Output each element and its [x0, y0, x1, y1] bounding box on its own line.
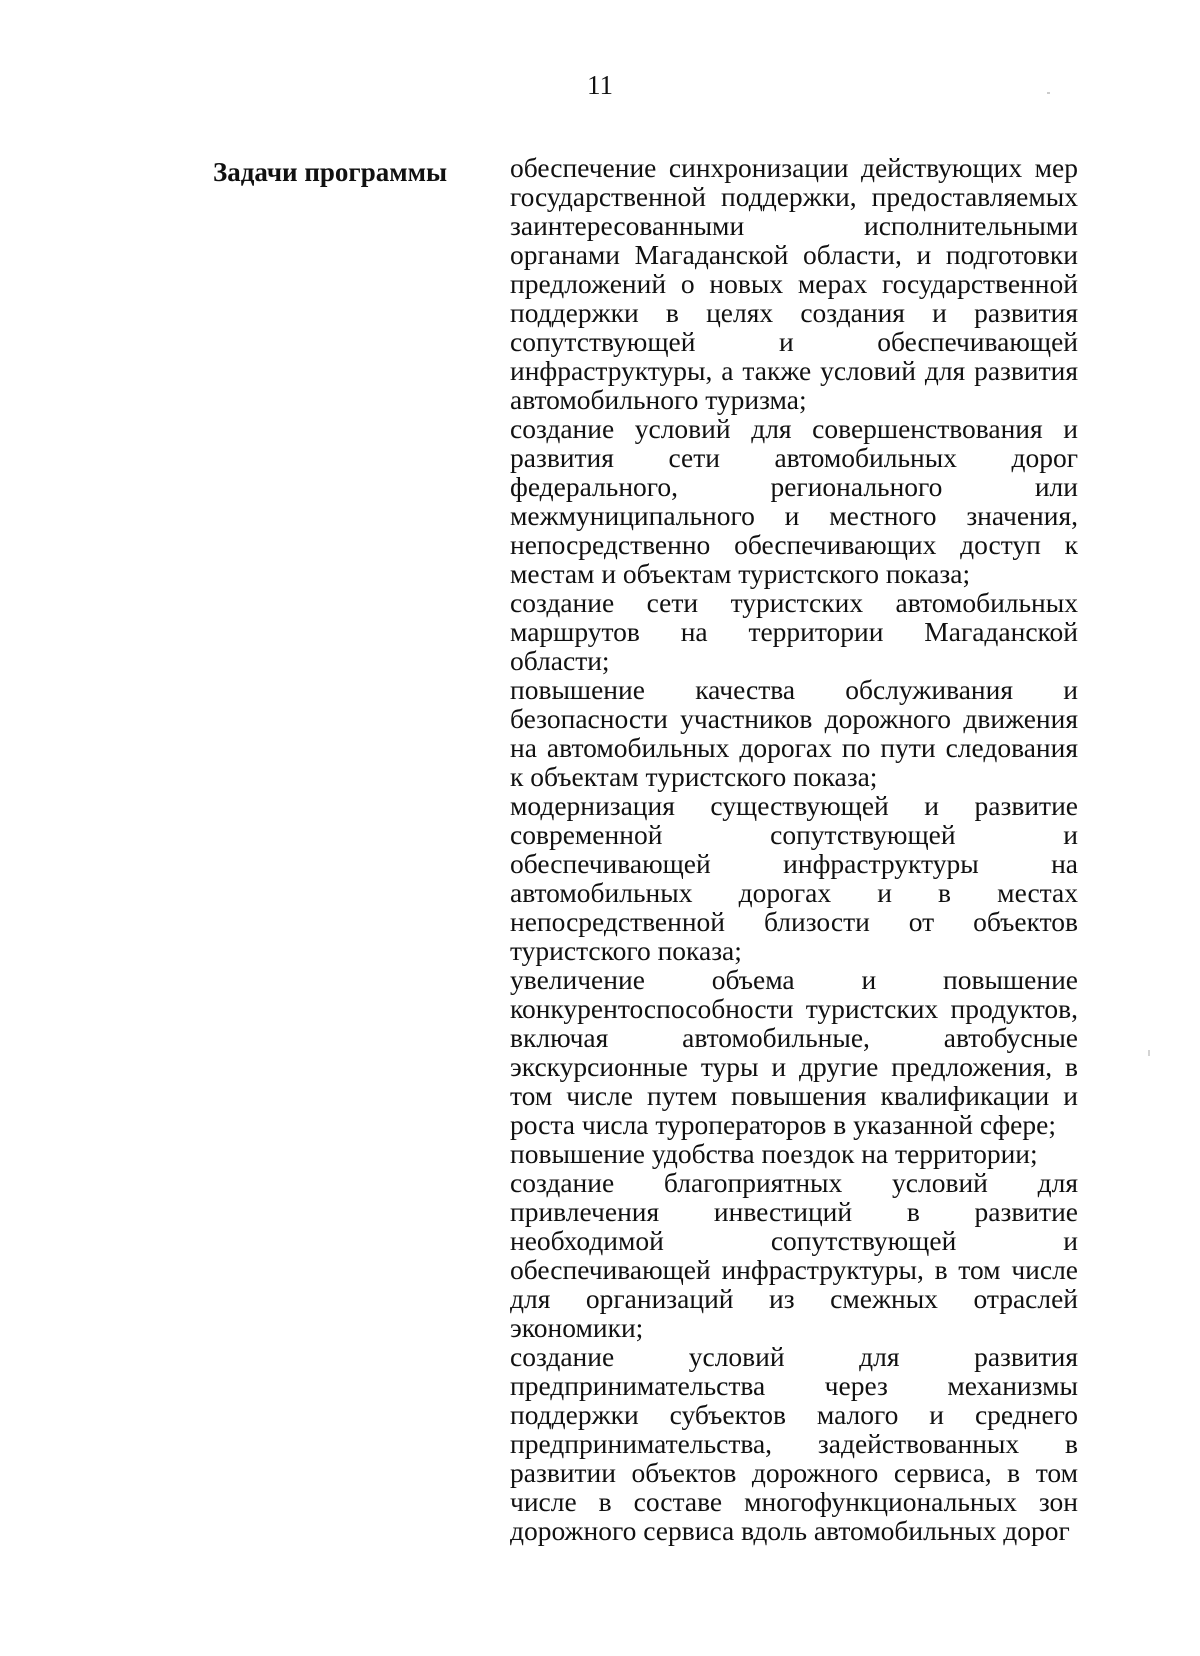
task-item: модернизация существующей и развитие современной сопутствующей и обеспечивающей инфраструктуры на автомобильных дорогах и в местах непосредственной близости от объектов туристского показа; — [510, 790, 1078, 966]
task-item: повышение качества обслуживания и безопасности участников дорожного движения на автомобильных дорогах по пути следования к объектам туристского показа; — [510, 674, 1078, 792]
task-list — [510, 153, 1078, 1545]
task-item: увеличение объема и повышение конкурентоспособности туристских продуктов, включая автомобильные, автобусные экскурсионные туры и другие предложения, в том числе путем повышения квалификации и роста числа туроператоров в указанной сфере; — [510, 964, 1078, 1140]
page-number: 11 — [587, 70, 613, 100]
task-item: создание сети туристских автомобильных маршрутов на территории Магаданской области; — [510, 587, 1078, 676]
scan-speck — [1047, 92, 1050, 94]
section-label: Задачи программы — [213, 157, 448, 187]
scan-speck — [1148, 1050, 1150, 1056]
task-item: повышение удобства поездок на территории; — [510, 1138, 1038, 1169]
task-item: создание условий для совершенствования и развития сети автомобильных дорог федерального, регионального или межмуниципального и местного значения, непосредственно обеспечивающих доступ к местам и объектам туристского показа; — [510, 413, 1078, 589]
task-item: создание благоприятных условий для привлечения инвестиций в развитие необходимой сопутствующей и обеспечивающей инфраструктуры, в том числе для организаций из смежных отраслей экономики; — [510, 1167, 1078, 1343]
task-item: обеспечение синхронизации действующих мер государственной поддержки, предоставляемых заинтересованными исполнительными органами Магаданской области, и подготовки предложений о новых мерах государственной поддержки в целях создания и развития сопутствующей и обеспечивающей инфраструктуры, а также условий для развития автомобильного туризма; — [510, 152, 1078, 415]
task-item: создание условий для развития предпринимательства через механизмы поддержки субъектов малого и среднего предпринимательства, задействованных в развитии объектов дорожного сервиса, в том числе в составе многофункциональных зон дорожного сервиса вдоль автомобильных дорог — [510, 1341, 1078, 1546]
